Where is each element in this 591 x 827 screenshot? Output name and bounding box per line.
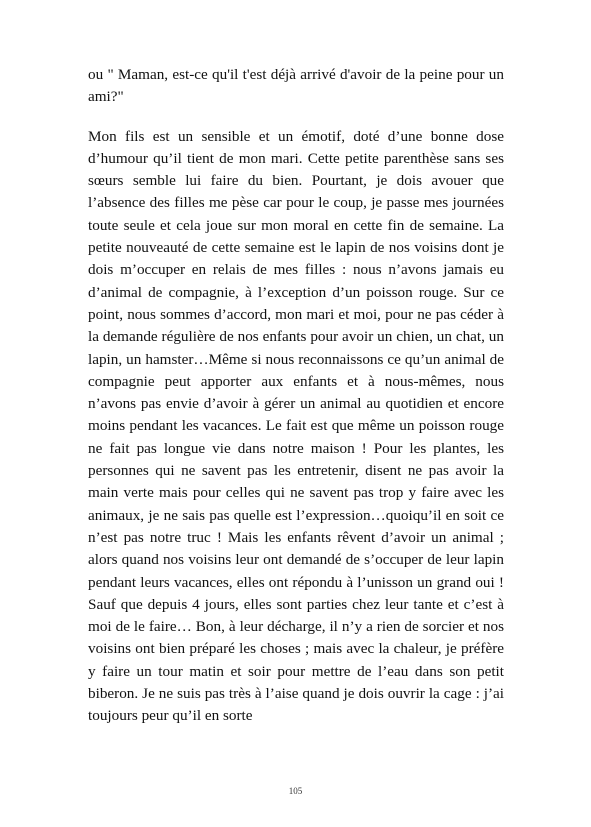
page-body [88,64,504,728]
page-number: 105 [288,786,303,796]
paragraph-quote: ou " Maman, est-ce qu'il t'est déjà arrivé d'avoir de la peine pour un ami?" [88,66,504,106]
paragraph-main: Mon fils est un sensible et un émotif, doté d’une bonne dose d’humour qu’il tient de mon mari. Cette petite parenthèse sans ses sœurs semble lui faire du bien. Pourtant, je dois avouer que l’absence des filles me pèse car pour le coup, je passe mes journées toute seule et cela joue sur mon moral en cette fin de semaine. La petite nouveauté de cette semaine est le lapin de nos voisins dont je dois m’occuper en relais de mes filles : nous n’avons jamais eu d’animal de compagnie, à l’exception d’un poisson rouge. Sur ce point, nous sommes d’accord, mon mari et moi, pour ne pas céder à la demande régulière de nos enfants pour avoir un chien, un chat, un lapin, un hamster…Même si nous reconnaissons ce qu’un animal de compagnie peut apporter aux enfants et à nous-mêmes, nous n’avons pas envie d’avoir à gérer un animal au quotidien et encore moins pendant les vacances. Le fait est que même un poisson rouge ne fait pas longue vie dans notre maison ! Pour les plantes, les personnes qui ne savent pas les entretenir, disent ne pas avoir la main verte mais pour celles qui ne savent pas trop y faire avec les animaux, je ne sais pas quelle est l’expression…quoiqu’il en soit ce n’est pas notre truc ! Mais les enfants rêvent d’avoir un animal ; alors quand nos voisins leur ont demandé de s’occuper de leur lapin pendant leurs vacances, elles ont répondu à l’unisson un grand oui ! Sauf que depuis 4 jours, elles sont parties chez leur tante et c’est à moi de le faire… Bon, à leur décharge, il n’y a rien de sorcier et nos voisins ont bien préparé les choses ; mais avec la chaleur, je préfère y faire un tour matin et soir pour mettre de l’eau dans son petit biberon. Je ne suis pas très à l’aise quand je dois ouvrir la cage : j’ai toujours peur qu’il en sorte [88,127,504,725]
